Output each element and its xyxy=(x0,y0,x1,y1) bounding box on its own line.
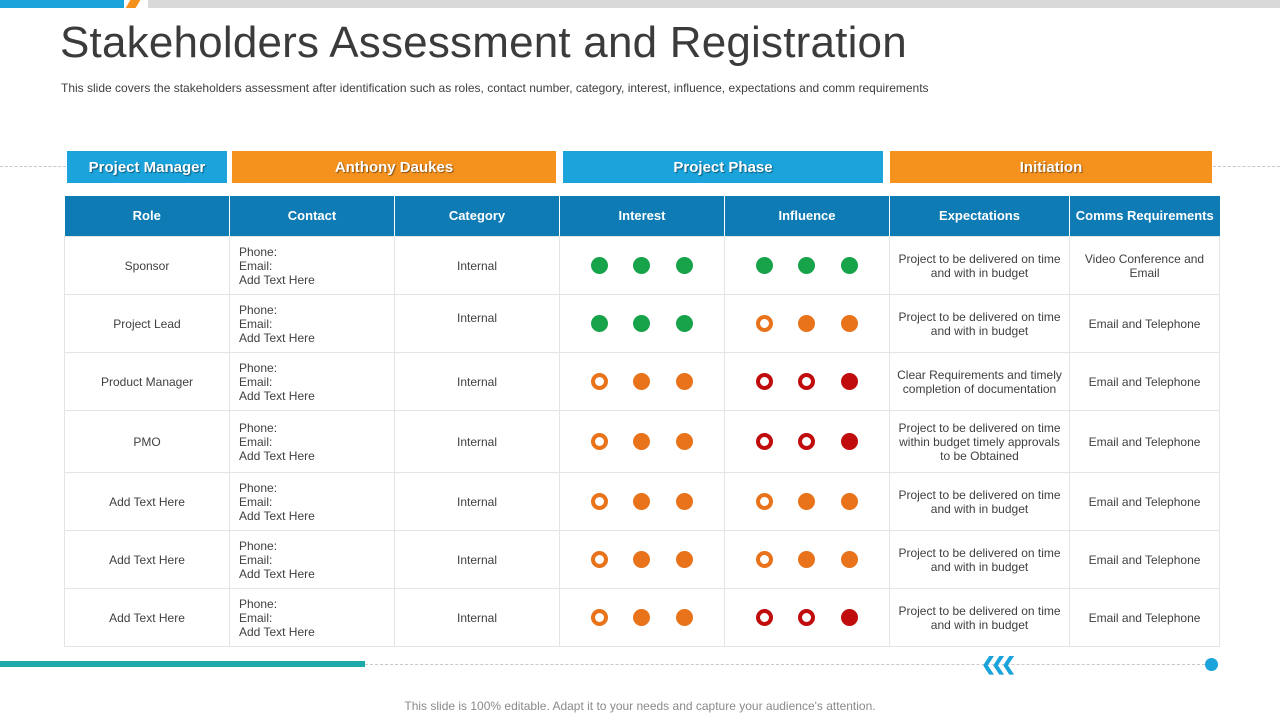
contact-line: Phone: xyxy=(239,360,278,375)
contact-line: Add Text Here xyxy=(239,272,315,287)
rating-dot-icon xyxy=(676,373,693,390)
rating-dot-icon xyxy=(591,493,608,510)
cell-comms: Video Conference and Email xyxy=(1070,237,1220,295)
influence-rating xyxy=(731,433,883,450)
banner-project-manager-value: Anthony Daukes xyxy=(232,151,556,183)
rating-dot-icon xyxy=(798,609,815,626)
cell-role: Sponsor xyxy=(65,237,230,295)
cell-comms: Email and Telephone xyxy=(1070,353,1220,411)
rating-dot-icon xyxy=(591,373,608,390)
contact-line: Email: xyxy=(239,374,273,389)
double-chevron-left-icon: ❮❮❮ xyxy=(981,654,1012,674)
contact-line: Add Text Here xyxy=(239,624,315,639)
dashed-divider-right xyxy=(1213,166,1280,167)
col-header-interest: Interest xyxy=(560,196,725,237)
contact-line: Phone: xyxy=(239,538,278,553)
bottom-dashed-line xyxy=(365,664,1210,665)
col-header-expectations: Expectations xyxy=(890,196,1070,237)
cell-expectations: Project to be delivered on time and with in budget xyxy=(890,295,1070,353)
cell-role: PMO xyxy=(65,411,230,473)
cell-role: Add Text Here xyxy=(65,531,230,589)
rating-dot-icon xyxy=(633,373,650,390)
contact-line: Email: xyxy=(239,434,273,449)
cell-interest xyxy=(560,473,725,531)
col-header-influence: Influence xyxy=(725,196,890,237)
cell-comms: Email and Telephone xyxy=(1070,589,1220,647)
rating-dot-icon xyxy=(756,609,773,626)
page-title: Stakeholders Assessment and Registration xyxy=(60,18,907,67)
influence-rating xyxy=(731,493,883,510)
cell-influence xyxy=(725,411,890,473)
interest-rating xyxy=(566,373,718,390)
banner-project-phase-label: Project Phase xyxy=(563,151,883,183)
cell-expectations: Project to be delivered on time and with in budget xyxy=(890,237,1070,295)
rating-dot-icon xyxy=(756,551,773,568)
bottom-accent-bar xyxy=(0,661,365,667)
rating-dot-icon xyxy=(591,609,608,626)
cell-category: Internal xyxy=(395,353,560,411)
rating-dot-icon xyxy=(633,257,650,274)
influence-rating xyxy=(731,315,883,332)
dashed-divider-left xyxy=(0,166,66,167)
page-subtitle: This slide covers the stakeholders assessment after identification such as roles, contact number, category, interest, influence, expectations and comm requirements xyxy=(61,81,929,95)
influence-rating xyxy=(731,609,883,626)
cell-expectations: Clear Requirements and timely completion of documentation xyxy=(890,353,1070,411)
influence-rating xyxy=(731,257,883,274)
rating-dot-icon xyxy=(841,433,858,450)
table-row xyxy=(65,589,1220,647)
top-accent-blue xyxy=(0,0,124,8)
cell-category: Internal xyxy=(395,237,560,295)
rating-dot-icon xyxy=(756,373,773,390)
cell-comms: Email and Telephone xyxy=(1070,531,1220,589)
rating-dot-icon xyxy=(841,257,858,274)
cell-comms: Email and Telephone xyxy=(1070,295,1220,353)
cell-contact xyxy=(230,531,395,589)
top-accent-grey xyxy=(148,0,1280,8)
top-accent-orange xyxy=(126,0,141,8)
rating-dot-icon xyxy=(591,551,608,568)
cell-influence xyxy=(725,473,890,531)
cell-category: Internal xyxy=(395,589,560,647)
cell-category: Internal xyxy=(395,473,560,531)
cell-interest xyxy=(560,353,725,411)
rating-dot-icon xyxy=(633,493,650,510)
rating-dot-icon xyxy=(676,609,693,626)
table-row xyxy=(65,237,1220,295)
table-row xyxy=(65,295,1220,353)
rating-dot-icon xyxy=(676,493,693,510)
rating-dot-icon xyxy=(756,315,773,332)
table-row xyxy=(65,531,1220,589)
contact-line: Add Text Here xyxy=(239,566,315,581)
cell-role: Add Text Here xyxy=(65,589,230,647)
rating-dot-icon xyxy=(756,493,773,510)
cell-interest xyxy=(560,531,725,589)
table-row xyxy=(65,353,1220,411)
rating-dot-icon xyxy=(591,315,608,332)
influence-rating xyxy=(731,373,883,390)
rating-dot-icon xyxy=(798,493,815,510)
cell-influence xyxy=(725,531,890,589)
rating-dot-icon xyxy=(841,493,858,510)
cell-interest xyxy=(560,411,725,473)
rating-dot-icon xyxy=(798,257,815,274)
rating-dot-icon xyxy=(756,433,773,450)
banner-project-phase-value: Initiation xyxy=(890,151,1212,183)
rating-dot-icon xyxy=(756,257,773,274)
rating-dot-icon xyxy=(676,551,693,568)
contact-line: Email: xyxy=(239,494,273,509)
cell-interest xyxy=(560,589,725,647)
rating-dot-icon xyxy=(676,433,693,450)
cell-comms: Email and Telephone xyxy=(1070,473,1220,531)
cell-expectations: Project to be delivered on time within budget timely approvals to be Obtained xyxy=(890,411,1070,473)
cell-role: Product Manager xyxy=(65,353,230,411)
circle-dot-icon xyxy=(1205,658,1218,671)
rating-dot-icon xyxy=(798,551,815,568)
footer-note: This slide is 100% editable. Adapt it to your needs and capture your audience's attention. xyxy=(404,699,876,713)
stakeholder-table xyxy=(64,196,1220,647)
contact-line: Email: xyxy=(239,258,273,273)
cell-interest xyxy=(560,295,725,353)
rating-dot-icon xyxy=(676,315,693,332)
rating-dot-icon xyxy=(841,373,858,390)
influence-rating xyxy=(731,551,883,568)
cell-category: Internal xyxy=(395,531,560,589)
interest-rating xyxy=(566,315,718,332)
cell-contact xyxy=(230,295,395,353)
cell-expectations: Project to be delivered on time and with in budget xyxy=(890,473,1070,531)
rating-dot-icon xyxy=(633,315,650,332)
interest-rating xyxy=(566,551,718,568)
cell-category: Internal xyxy=(395,295,560,353)
cell-role: Add Text Here xyxy=(65,473,230,531)
contact-line: Phone: xyxy=(239,302,278,317)
cell-contact xyxy=(230,473,395,531)
contact-line: Add Text Here xyxy=(239,448,315,463)
contact-line: Phone: xyxy=(239,480,278,495)
rating-dot-icon xyxy=(841,609,858,626)
table-body xyxy=(65,237,1220,647)
rating-dot-icon xyxy=(591,257,608,274)
cell-contact xyxy=(230,411,395,473)
cell-contact xyxy=(230,589,395,647)
cell-contact xyxy=(230,237,395,295)
interest-rating xyxy=(566,433,718,450)
col-header-comms: Comms Requirements xyxy=(1070,196,1220,237)
contact-line: Phone: xyxy=(239,420,278,435)
rating-dot-icon xyxy=(633,551,650,568)
top-accent-bar xyxy=(0,0,1280,8)
cell-contact xyxy=(230,353,395,411)
rating-dot-icon xyxy=(798,433,815,450)
col-header-category: Category xyxy=(395,196,560,237)
contact-line: Email: xyxy=(239,610,273,625)
rating-dot-icon xyxy=(841,315,858,332)
rating-dot-icon xyxy=(798,315,815,332)
cell-expectations: Project to be delivered on time and with in budget xyxy=(890,589,1070,647)
cell-comms: Email and Telephone xyxy=(1070,411,1220,473)
contact-line: Add Text Here xyxy=(239,330,315,345)
contact-line: Email: xyxy=(239,552,273,567)
table-row xyxy=(65,473,1220,531)
table-row xyxy=(65,411,1220,473)
cell-interest xyxy=(560,237,725,295)
contact-line: Phone: xyxy=(239,596,278,611)
cell-category: Internal xyxy=(395,411,560,473)
rating-dot-icon xyxy=(633,609,650,626)
cell-role: Project Lead xyxy=(65,295,230,353)
interest-rating xyxy=(566,493,718,510)
contact-line: Email: xyxy=(239,316,273,331)
rating-dot-icon xyxy=(591,433,608,450)
col-header-role: Role xyxy=(65,196,230,237)
cell-influence xyxy=(725,237,890,295)
cell-influence xyxy=(725,295,890,353)
banner-project-manager-label: Project Manager xyxy=(67,151,227,183)
contact-line: Phone: xyxy=(239,244,278,259)
rating-dot-icon xyxy=(841,551,858,568)
cell-influence xyxy=(725,353,890,411)
rating-dot-icon xyxy=(633,433,650,450)
interest-rating xyxy=(566,609,718,626)
contact-line: Add Text Here xyxy=(239,508,315,523)
cell-influence xyxy=(725,589,890,647)
rating-dot-icon xyxy=(676,257,693,274)
col-header-contact: Contact xyxy=(230,196,395,237)
table-header-row xyxy=(65,196,1220,237)
rating-dot-icon xyxy=(798,373,815,390)
contact-line: Add Text Here xyxy=(239,388,315,403)
cell-expectations: Project to be delivered on time and with in budget xyxy=(890,531,1070,589)
interest-rating xyxy=(566,257,718,274)
